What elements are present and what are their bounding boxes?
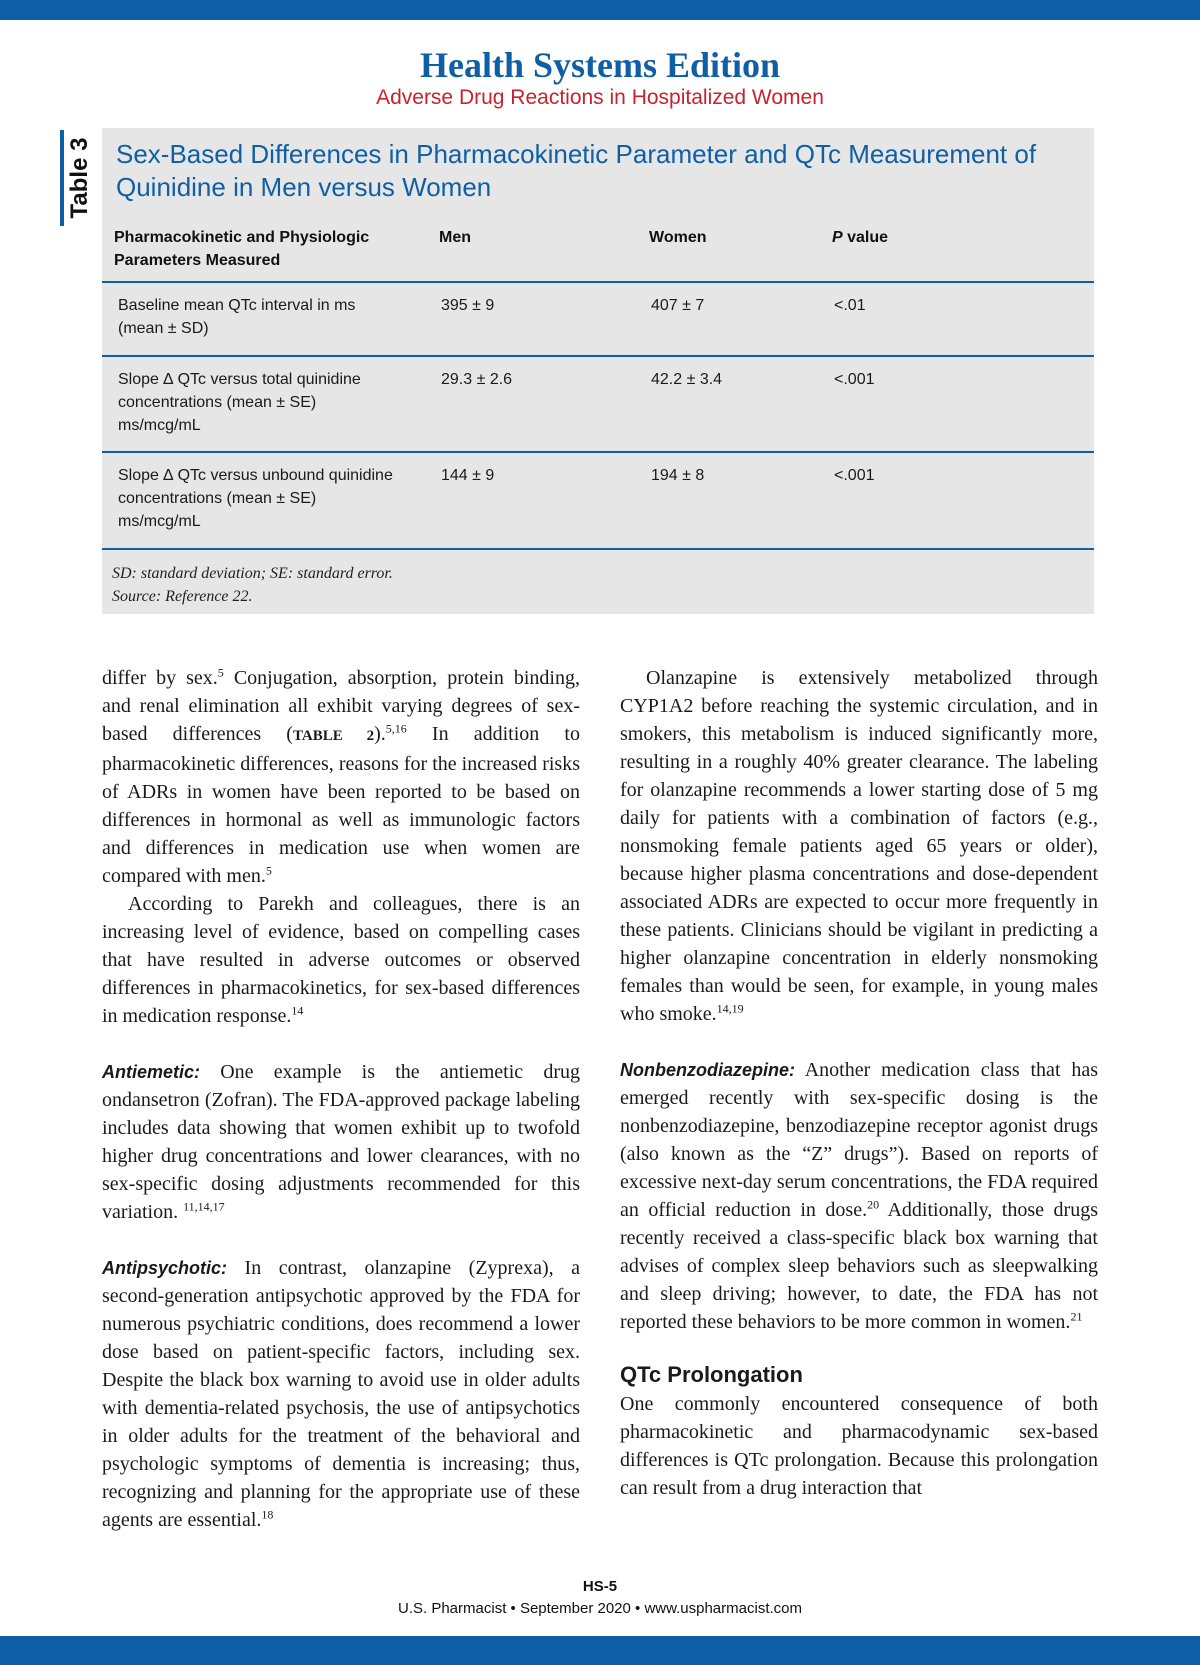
- table-rule: [102, 355, 1094, 357]
- data-table: [102, 128, 1094, 614]
- page-number: HS-5: [582, 1578, 618, 1595]
- table-notes: [112, 562, 393, 608]
- header-p-value: [832, 226, 888, 249]
- table-note-abbrev: SD: standard deviation; SE: standard error.: [112, 565, 393, 582]
- table-rule: [102, 281, 1094, 283]
- top-color-bar: [0, 0, 1200, 20]
- header-women: Women: [649, 229, 707, 246]
- table-label-text: Table 3: [66, 137, 93, 219]
- left-paragraph-1: differ by sex.$^5$ Conjugation, absorption, protein binding, and renal elimination all exhibit varying degrees of sex-based differences (TABLE 2).$^{5,16}$ In addition to pharmacokinetic differences, reasons for the increased risks of ADRs in women have been reported to be based on differences in hormonal as well as immunologic factors and differences in medication use when women are compared with men.$^5$: [102, 665, 580, 887]
- right-paragraph-1: Olanzapine is extensively metabolized through CYP1A2 before reaching the systemic circulation, and in smokers, this metabolism is induced significantly more, resulting in a roughly 40% greater clearance. The labeling for olanzapine recommends a lower starting dose of 5 mg daily for patients with a combination of factors (e.g., nonsmoking female patients aged 65 years or older), because higher plasma concentrations and dose-dependent associated ADRs are expected to occur more frequently in these patients. Clinicians should be vigilant in predicting a higher olanzapine concentration in elderly nonsmoking females than would be seen, for example, in young males who smoke.$^{14,19}$: [620, 667, 1098, 1025]
- header-p-rest: value: [842, 229, 889, 246]
- left-paragraph-antiemetic: Antiemetic: One example is the antiemetic drug ondansetron (Zofran). The FDA-approved package labeling includes data showing that women exhibit up to twofold higher drug concentrations and lower clearances, with no sex-specific dosing adjustments recommended for this variation. $^{11,14,17}$: [102, 1061, 580, 1223]
- table-side-label: [60, 130, 96, 226]
- masthead-subtitle: Adverse Drug Reactions in Hospitalized Women: [376, 86, 824, 109]
- body-column-right: [620, 664, 1098, 1502]
- footer-publication: U.S. Pharmacist • September 2020 • www.uspharmacist.com: [398, 1600, 802, 1617]
- bottom-color-bar: [0, 1636, 1200, 1665]
- row-1-men: 395 ± 9: [441, 297, 495, 314]
- right-paragraph-nonbenzodiazepine: Nonbenzodiazepine: Another medication class that has emerged recently with sex-specific dosing is the nonbenzodiazepine, benzodiazepine receptor agonist drugs (also known as the “Z” drugs”). Based on reports of excessive next-day serum concentrations, the FDA required an official reduction in dose.$^{20}$ Additionally, those drugs recently received a class-specific black box warning that advises of complex sleep behaviors such as sleepwalking and sleep driving; however, to date, the FDA has not reported these behaviors to be more common in women.$^{21}$: [620, 1059, 1098, 1333]
- row-2-p: <.001: [834, 371, 875, 388]
- masthead-title: Health Systems Edition: [419, 45, 781, 85]
- row-1-param: Baseline mean QTc interval in ms (mean ± SD): [118, 297, 356, 337]
- header-parameters: Pharmacokinetic and Physiologic Parameters Measured: [114, 229, 370, 269]
- header-p-italic: P: [832, 229, 843, 246]
- row-2-param: Slope ∆ QTc versus total quinidine concentrations (mean ± SE) ms/mcg/mL: [118, 371, 361, 434]
- section-heading-qtc: QTc Prolongation: [620, 1362, 803, 1387]
- row-3-p: <.001: [834, 467, 875, 484]
- runin-antiemetic: Antiemetic:: [102, 1062, 201, 1082]
- table-2-ref: TABLE 2: [292, 728, 375, 744]
- right-paragraph-qtc: One commonly encountered consequence of both pharmacokinetic and pharmacodynamic sex-based differences is QTc prolongation. Because this prolongation can result from a drug interaction that: [620, 1393, 1098, 1499]
- row-3-param: Slope ∆ QTc versus unbound quinidine concentrations (mean ± SE) ms/mcg/mL: [118, 467, 393, 530]
- table-title: Sex-Based Differences in Pharmacokinetic Parameter and QTc Measurement of Quinidine in Men versus Women: [116, 139, 1037, 202]
- runin-nonbenzodiazepine: Nonbenzodiazepine:: [620, 1060, 795, 1080]
- body-column-left: [102, 664, 580, 1534]
- row-2-women: 42.2 ± 3.4: [651, 371, 723, 388]
- runin-antipsychotic: Antipsychotic:: [102, 1258, 228, 1278]
- row-2-men: 29.3 ± 2.6: [441, 371, 513, 388]
- header-men: Men: [439, 229, 471, 246]
- table-note-source: Source: Reference 22.: [112, 588, 253, 605]
- left-paragraph-antipsychotic: Antipsychotic: In contrast, olanzapine (Zyprexa), a second-generation antipsychotic approved by the FDA for numerous psychiatric conditions, does recommend a lower dose based on patient-specific factors, including sex. Despite the black box warning to avoid use in older adults with dementia-related psychosis, the use of antipsychotics in older adults for the treatment of the behavioral and psychologic symptoms of dementia is increasing; thus, recognizing and planning for the appropriate use of these agents are essential.$^{18}$: [102, 1257, 580, 1531]
- row-3-men: 144 ± 9: [441, 467, 495, 484]
- table-rule: [102, 548, 1094, 550]
- row-1-women: 407 ± 7: [651, 297, 705, 314]
- row-3-women: 194 ± 8: [651, 467, 705, 484]
- left-paragraph-2: According to Parekh and colleagues, there is an increasing level of evidence, based on compelling cases that have resulted in adverse outcomes or observed differences in pharmacokinetics, for sex-based differences in medication response.$^{14}$: [102, 893, 580, 1027]
- table-rule: [102, 451, 1094, 453]
- row-1-p: <.01: [834, 297, 866, 314]
